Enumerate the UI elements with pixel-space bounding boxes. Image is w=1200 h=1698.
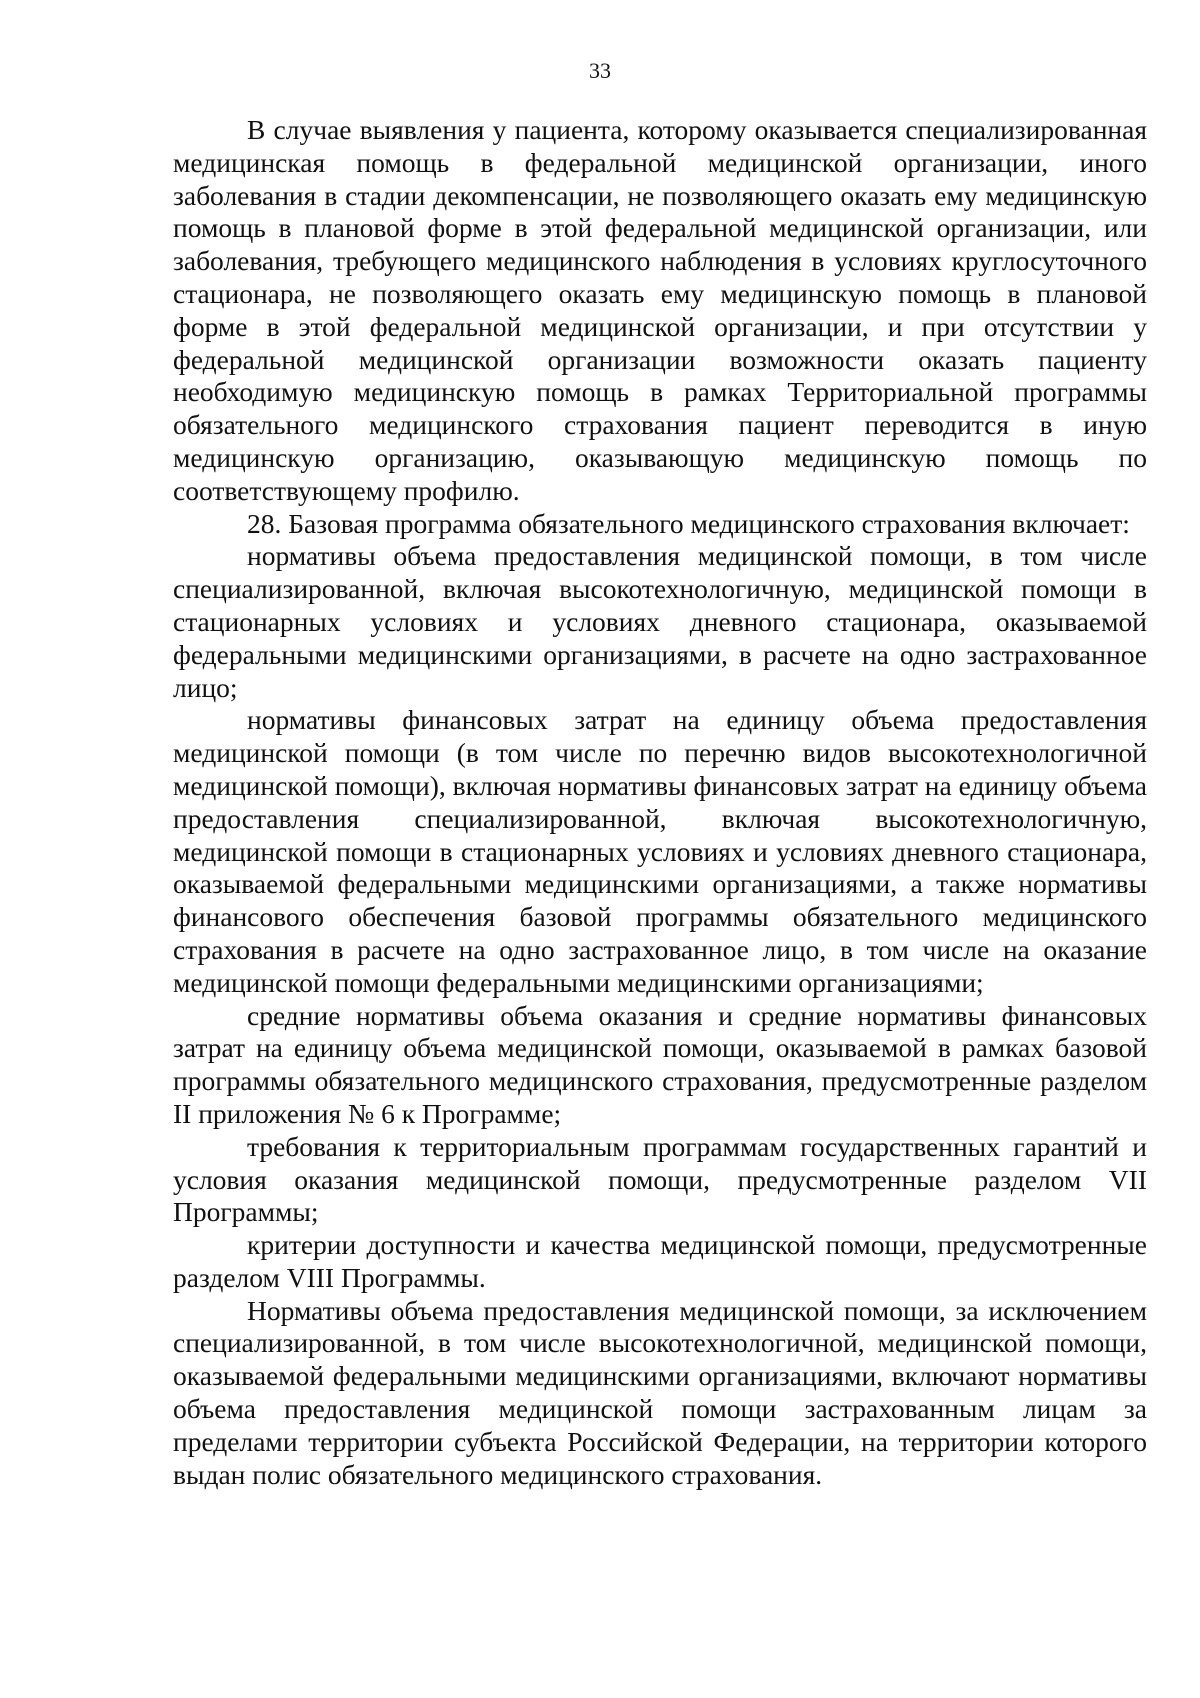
paragraph-accessibility-criteria: критерии доступности и качества медицинской помощи, предусмотренные разделом VIII Программы. [173, 1229, 1147, 1293]
paragraph-volume-norms: нормативы объема предоставления медицинской помощи, в том числе специализированной, включая высокотехнологичную, медицинской помощи в стационарных условиях и условиях дневного стационара, оказываемой федеральными медицинскими организациями, в расчете на одно застрахованное лицо; [173, 540, 1147, 703]
document-body [173, 114, 1147, 1491]
paragraph-transfer-to-other-organization: В случае выявления у пациента, которому оказывается специализированная медицинская помощь в федеральной медицинской организации, иного заболевания в стадии декомпенсации, не позволяющего оказать ему медицинскую помощь в плановой форме в этой федеральной медицинской организации, или заболевания, требующего медицинского наблюдения в условиях круглосуточного стационара, не позволяющего оказать ему медицинскую помощь в плановой форме в этой федеральной медицинской организации, и при отсутствии у федеральной медицинской организации возможности оказать пациенту необходимую медицинскую помощь в рамках Территориальной программы обязательного медицинского страхования пациент переводится в иную медицинскую организацию, оказывающую медицинскую помощь по соответствующему профилю. [173, 114, 1147, 506]
paragraph-volume-norms-exclusion: Нормативы объема предоставления медицинской помощи, за исключением специализированной, в том числе высокотехнологичной, медицинской помощи, оказываемой федеральными медицинскими организациями, включают нормативы объема предоставления медицинской помощи застрахованным лицам за пределами территории субъекта Российской Федерации, на территории которого выдан полис обязательного медицинского страхования. [173, 1294, 1147, 1490]
paragraph-item-28-heading: 28. Базовая программа обязательного медицинского страхования включает: [247, 507, 1130, 539]
paragraph-average-norms: средние нормативы объема оказания и средние нормативы финансовых затрат на единицу объема медицинской помощи, оказываемой в рамках базовой программы обязательного медицинского страхования, предусмотренные разделом II приложения № 6 к Программе; [173, 999, 1147, 1129]
page-number: 33 [589, 58, 611, 83]
paragraph-territorial-requirements: требования к территориальным программам государственных гарантий и условия оказания медицинской помощи, предусмотренные разделом VII Программы; [173, 1130, 1147, 1228]
paragraph-financial-cost-norms: нормативы финансовых затрат на единицу объема предоставления медицинской помощи (в том числе по перечню видов высокотехнологичной медицинской помощи), включая нормативы финансовых затрат на единицу объема предоставления специализированной, включая высокотехнологичную, медицинской помощи в стационарных условиях и условиях дневного стационара, оказываемой федеральными медицинскими организациями, а также нормативы финансового обеспечения базовой программы обязательного медицинского страхования в расчете на одно застрахованное лицо, в том числе на оказание медицинской помощи федеральными медицинскими организациями; [173, 704, 1147, 998]
